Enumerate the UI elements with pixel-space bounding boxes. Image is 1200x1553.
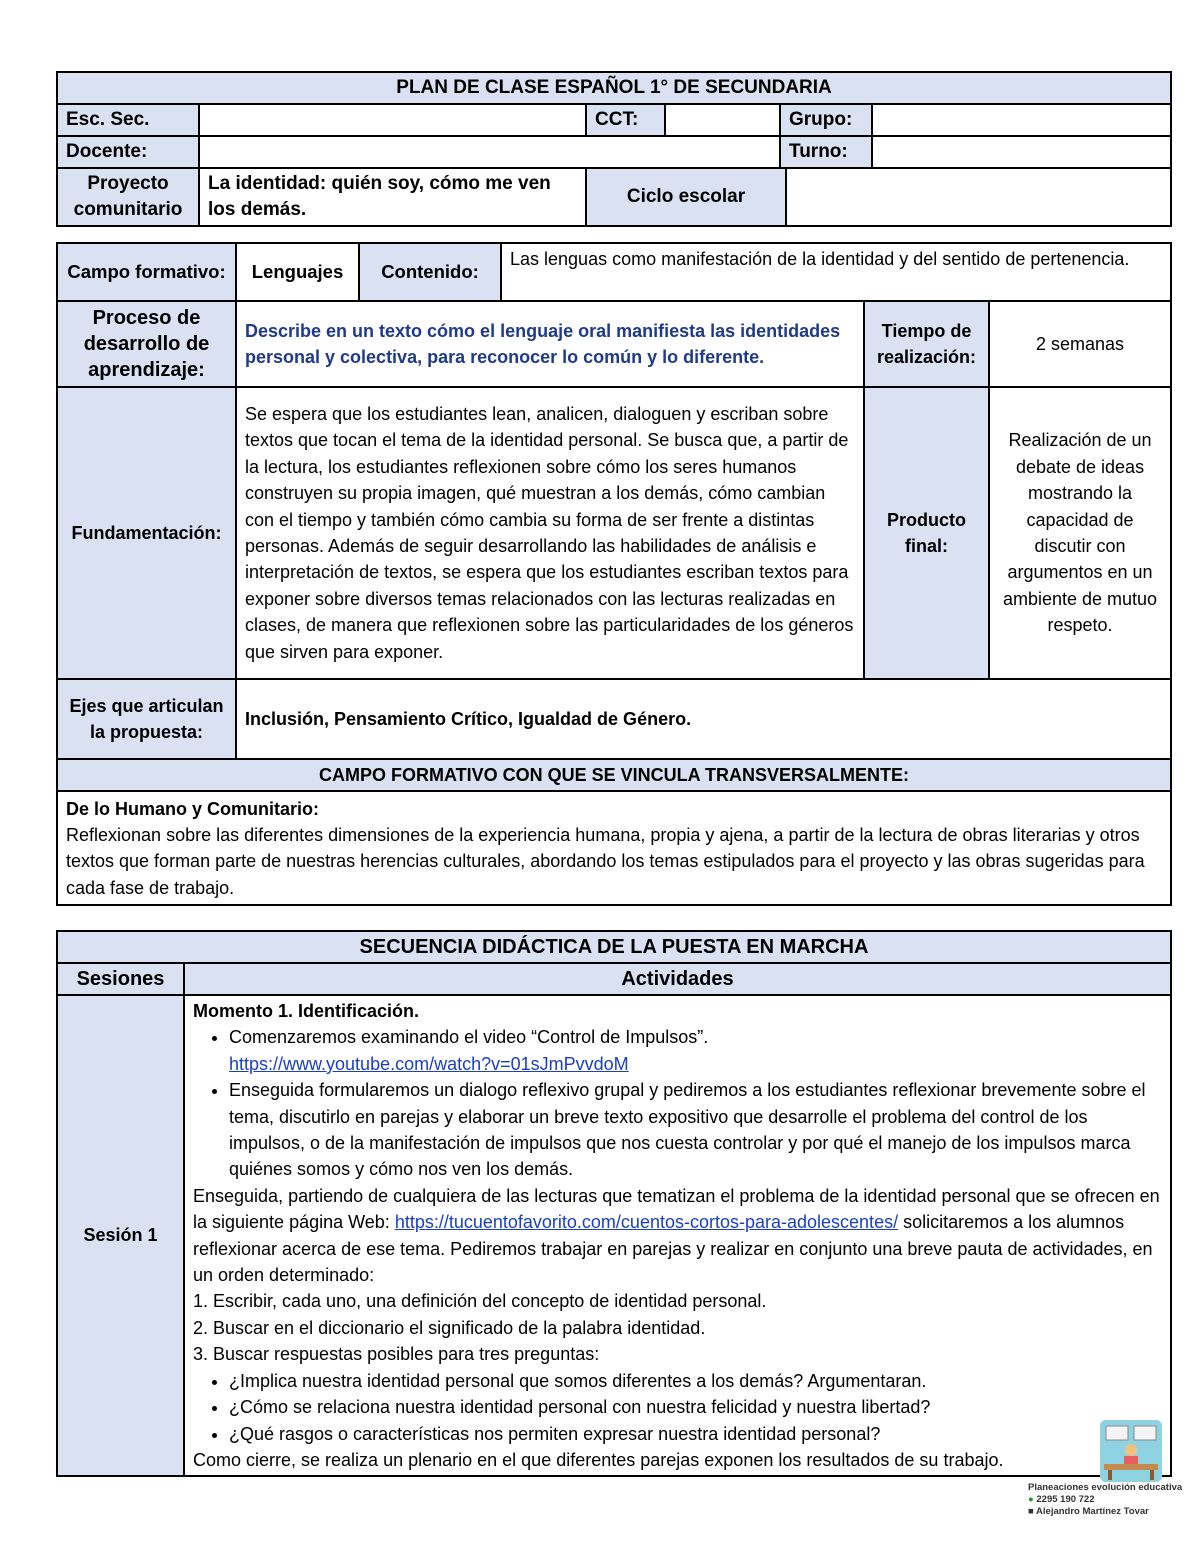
transversal-header: CAMPO FORMATIVO CON QUE SE VINCULA TRANSVERSALMENTE: (57, 759, 1171, 791)
stories-link[interactable]: https://tucuentofavorito.com/cuentos-cortos-para-adolescentes/ (394, 1212, 899, 1233)
paragraph-1-end: solicitaremos a los alumnos reflexionar acerca de ese tema. Pediremos trabajar en parejas y realizar en conjunto una breve pauta de actividades, en un orden determinado: (193, 1212, 1153, 1286)
step-2: 2. Buscar en el diccionario el significado de la palabra identidad. (193, 1317, 706, 1338)
detail-table (56, 242, 1172, 906)
closing-text: Como cierre, se realiza un plenario en el que diferentes parejas exponen los resultados de su trabajo. (193, 1449, 1004, 1470)
footer-author-text: Alejandro Martínez Tovar (1036, 1506, 1149, 1517)
esc-field[interactable] (199, 104, 586, 136)
header-table (56, 71, 1172, 227)
contenido-label: Contenido: (359, 243, 501, 301)
tiempo-label: Tiempo de realización: (864, 301, 989, 387)
paragraph-1 (193, 1183, 1162, 1289)
fund-label: Fundamentación: (57, 387, 236, 679)
cct-field[interactable] (665, 104, 780, 136)
bullet1-text: Comenzaremos examinando el video “Control de Impulsos”. (229, 1027, 709, 1048)
ejes-value: Inclusión, Pensamiento Crítico, Igualdad de Género. (236, 679, 1171, 759)
fund-value: Se espera que los estudiantes lean, analicen, dialoguen y escriban sobre textos que tocan el tema de la identidad personal. Se busca que, a partir de la lectura, los estudiantes reflexionen sobre cómo los seres humanos construyen su propia imagen, qué muestran a los demás, cómo cambian con el tiempo y también cómo cambia su forma de ser frente a distintas personas. Además de seguir desarrollando las habilidades de análisis e interpretación de textos, se espera que los estudiantes escriban textos para exponer sobre diversos temas relacionados con las lecturas realizadas en clases, de manera que reflexionen sobre las particularidades de los géneros que sirven para exponer. (236, 387, 864, 679)
pda-label: Proceso de desarrollo de aprendizaje: (57, 301, 236, 387)
turno-label: Turno: (780, 136, 872, 168)
col-activities: Actividades (184, 963, 1171, 995)
bullet-list-1 (193, 1024, 1162, 1182)
ciclo-field[interactable] (786, 168, 1171, 226)
transversal-cell (57, 791, 1171, 905)
contenido-value: Las lenguas como manifestación de la identidad y del sentido de pertenencia. (501, 243, 1171, 301)
turno-field[interactable] (872, 136, 1171, 168)
footer-author (1028, 1506, 1182, 1518)
list-item (229, 1024, 1162, 1077)
list-item: • ¿Cómo se relaciona nuestra identidad personal con nuestra felicidad y nuestra libertad? (229, 1394, 1162, 1420)
list-item: • ¿Qué rasgos o características nos permiten expresar nuestra identidad personal? (229, 1421, 1162, 1447)
tiempo-value: 2 semanas (989, 301, 1171, 387)
footer-phone-text: 2295 190 722 (1036, 1494, 1095, 1505)
proyecto-label: Proyecto comunitario (57, 168, 199, 226)
classroom-logo (1100, 1420, 1162, 1482)
campo-value: Lenguajes (236, 243, 359, 301)
youtube-link[interactable]: https://www.youtube.com/watch?v=01sJmPvvdoM (229, 1053, 629, 1074)
facebook-icon: ■ (1028, 1506, 1034, 1517)
cct-label: CCT: (586, 104, 665, 136)
moment-title: Momento 1. Identificación. (193, 1001, 420, 1021)
transversal-title: De lo Humano y Comunitario: (66, 798, 320, 819)
sequence-title: SECUENCIA DIDÁCTICA DE LA PUESTA EN MARCHA (57, 931, 1171, 963)
docente-label: Docente: (57, 136, 199, 168)
campo-label: Campo formativo: (57, 243, 236, 301)
footer-phone (1028, 1494, 1182, 1506)
producto-value: Realización de un debate de ideas mostrando la capacidad de discutir con argumentos en un ambiente de mutuo respeto. (989, 387, 1171, 679)
grupo-field[interactable] (872, 104, 1171, 136)
sequence-table (56, 930, 1172, 1477)
grupo-label: Grupo: (780, 104, 872, 136)
col-sessions: Sesiones (57, 963, 184, 995)
activities-cell (184, 995, 1171, 1476)
esc-label: Esc. Sec. (57, 104, 199, 136)
step-1: 1. Escribir, cada uno, una definición del concepto de identidad personal. (193, 1291, 767, 1312)
plan-title: PLAN DE CLASE ESPAÑOL 1° DE SECUNDARIA (57, 72, 1171, 104)
docente-field[interactable] (199, 136, 780, 168)
list-item: • Enseguida formularemos un dialogo reflexivo grupal y pediremos a los estudiantes reflexionar brevemente sobre el tema, discutirlo en parejas y elaborar un breve texto expositivo que desarrolle el problema del control de los impulsos, o de la manifestación de impulsos que nos cuesta controlar y por qué el manejo de los impulsos marca quiénes somos y cómo nos ven los demás. (229, 1077, 1162, 1183)
paragraph-1-start: Enseguida, partiendo de cualquiera de las lecturas que tematizan el problema de la identidad personal que se ofrecen en la siguiente página Web: (193, 1185, 1160, 1233)
whatsapp-icon: ● (1028, 1494, 1034, 1505)
pda-value: Describe en un texto cómo el lenguaje oral manifiesta las identidades personal y colectiva, para reconocer lo común y lo diferente. (236, 301, 864, 387)
transversal-text: Reflexionan sobre las diferentes dimensiones de la experiencia humana, propia y ajena, a partir de la lectura de obras literarias y otros textos que forman parte de nuestras herencias culturales, abordando los temas estipulados para el proyecto y las obras sugeridas para cada fase de trabajo. (66, 825, 1145, 898)
step-3: 3. Buscar respuestas posibles para tres preguntas: (193, 1344, 600, 1365)
list-item: • ¿Implica nuestra identidad personal que somos diferentes a los demás? Argumentaran. (229, 1368, 1162, 1394)
producto-label: Producto final: (864, 387, 989, 679)
proyecto-value: La identidad: quién soy, cómo me ven los demás. (199, 168, 586, 226)
ejes-label: Ejes que articulan la propuesta: (57, 679, 236, 759)
bullet-list-2 (193, 1368, 1162, 1447)
footer (1028, 1482, 1182, 1518)
session-label: Sesión 1 (57, 995, 184, 1476)
footer-brand: Planeaciones evolución educativa (1028, 1482, 1183, 1493)
ciclo-label: Ciclo escolar (586, 168, 786, 226)
